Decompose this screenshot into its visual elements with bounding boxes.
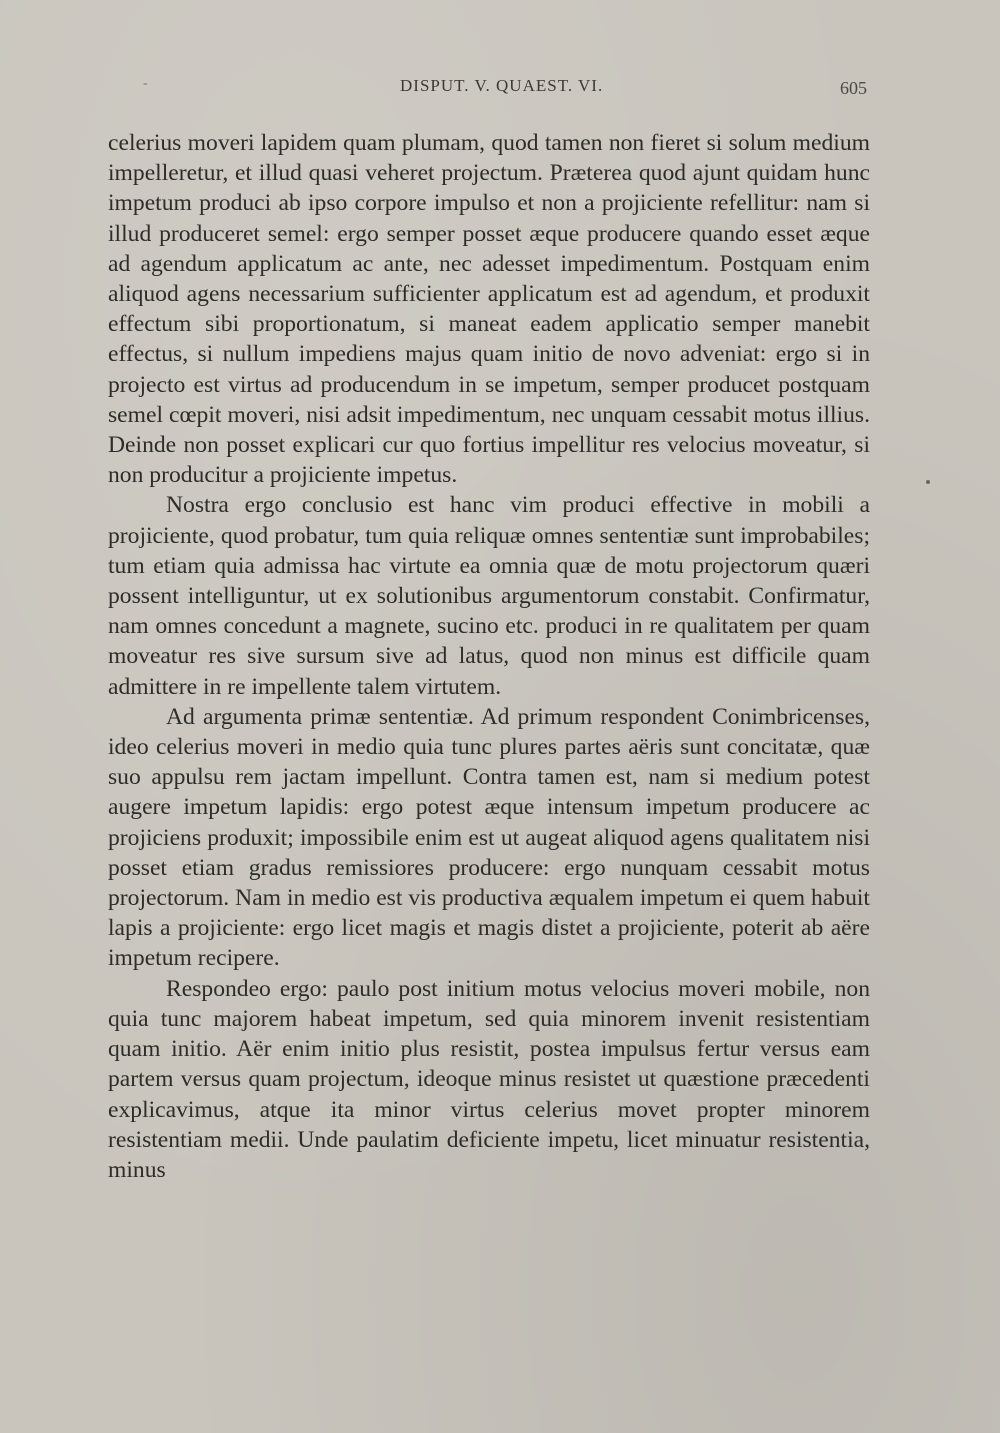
paragraph-continuation: celerius moveri lapidem quam plumam, quod tamen non fieret si solum medium impelleretur, et illud quasi veheret projectum. Præterea quod ajunt quidam hunc impetum produci ab ipso corpore impulso et non a projiciente refellitur: nam si illud produceret semel: ergo semper posset æque producere quando esset æque ad agendum applicatum ac ante, nec adesset impedimentum. Postquam enim aliquod agens necessarium sufficienter applicatum est ad agendum, et produxit effectum sibi proportionatum, si maneat eadem applicatio semper manebit effectus, si nullum impediens majus quam initio de novo adveniat: ergo si in projecto est virtus ad producendum in se impetum, semper producet postquam semel cœpit moveri, nisi adsit impedimentum, nec unquam cessabit motus illius. Deinde non posset explicari cur quo fortius impellitur res velocius moveatur, si non producitur a projiciente impetus. [108, 130, 870, 489]
body-text [108, 128, 870, 1185]
ink-speck [926, 480, 930, 484]
page-number: 605 [840, 78, 867, 98]
header-dash: - [143, 76, 148, 91]
paragraph-arguments: Ad argumenta primæ sententiæ. Ad primum respondent Conimbricenses, ideo celerius moveri in medio quia tunc plures partes aëris sunt concitatæ, quæ suo appulsu rem jactam impellunt. Contra tamen est, nam si medium potest augere impetum lapidis: ergo potest æque intensum impetum producere ac projiciens produxit; impossibile enim est ut augeat aliquod agens qualitatem nisi posset etiam gradus remissiores producere: ergo nunquam cessabit motus projectorum. Nam in medio est vis productiva æqualem impetum ei quem habuit lapis a projiciente: ergo licet magis et magis distet a projiciente, poterit ab aëre impetum recipere. [108, 703, 870, 972]
running-head [0, 76, 1000, 102]
running-title: DISPUT. V. QUAEST. VI. [400, 76, 604, 95]
paragraph-conclusion: Nostra ergo conclusio est hanc vim produci effective in mobili a projiciente, quod probatur, tum quia reliquæ omnes sententiæ sunt improbabiles; tum etiam quia admissa hac virtute ea omnia quæ de motu projectorum quæri possent intelliguntur, ut ex solutionibus argumentorum constabit. Confirmatur, nam omnes concedunt a magnete, sucino etc. produci in re qualitatem per quam moveatur res sive sursum sive ad latus, quod non minus est difficile quam admittere in re impellente talem virtutem. [108, 492, 870, 700]
paragraph-response: Respondeo ergo: paulo post initium motus velocius moveri mobile, non quia tunc majorem habeat impetum, sed quia minorem invenit resistentiam quam initio. Aër enim initio plus resistit, postea impulsus fertur versus eam partem versus quam projectum, ideoque minus resistet ut quæstione præcedenti explicavimus, atque ita minor virtus celerius movet propter minorem resistentiam medii. Unde paulatim deficiente impetu, licet minuatur resistentia, minus [108, 975, 870, 1183]
